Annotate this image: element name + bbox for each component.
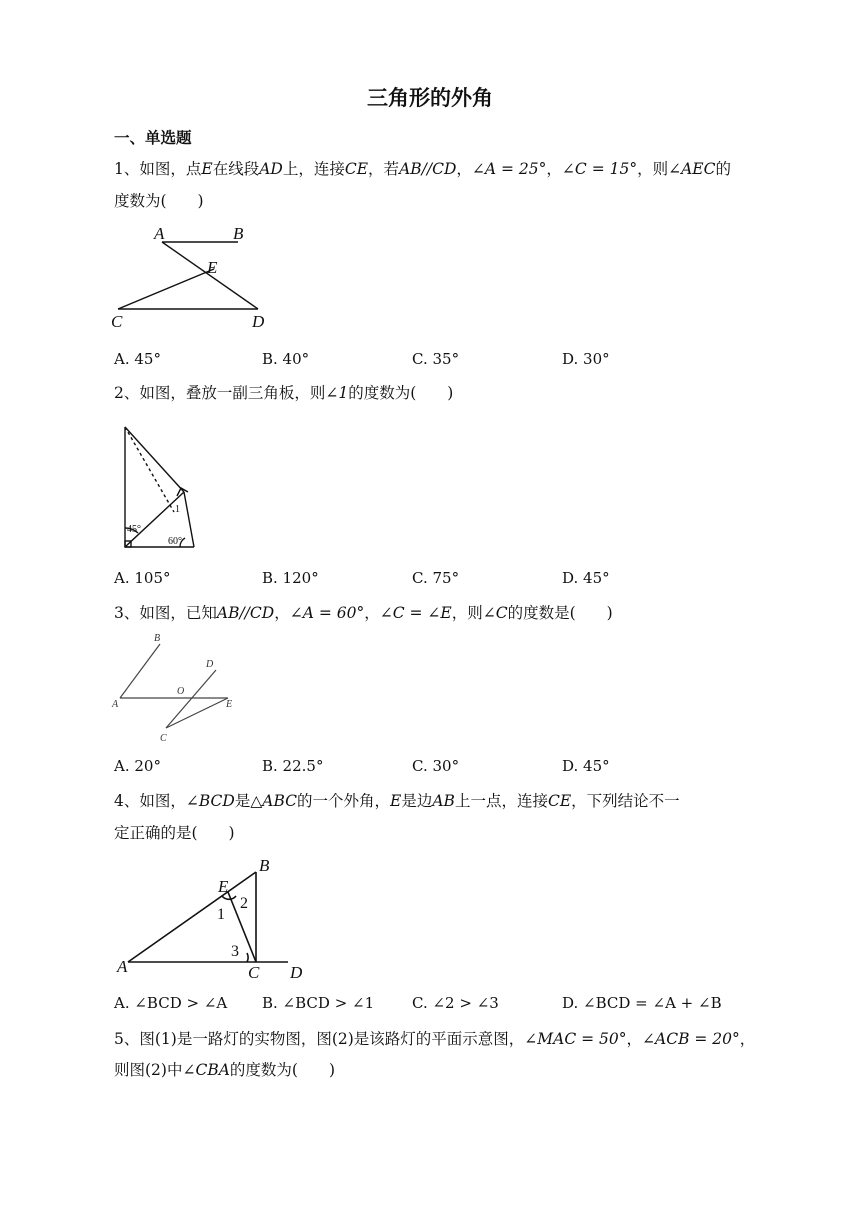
- q4-option-c[interactable]: C. ∠2 > ∠3: [412, 994, 499, 1012]
- q3-label-e: E: [226, 699, 233, 710]
- q2-options: [114, 569, 754, 591]
- q1-math-e: E: [201, 160, 213, 178]
- q2-text: 的度数为( ): [348, 384, 454, 402]
- q1-math-ad: AD: [259, 160, 283, 178]
- q2-label-1: 1: [175, 504, 180, 515]
- q1-text: 上，连接: [282, 160, 345, 178]
- q1-math-parallel: AB//CD: [399, 160, 457, 178]
- question-2-line-1: [114, 378, 453, 408]
- q1-option-c[interactable]: C. 35°: [412, 350, 460, 368]
- q3-option-c[interactable]: C. 30°: [412, 757, 460, 775]
- q4-label-a: A: [117, 957, 128, 976]
- q5-text: 5、图(1)是一路灯的实物图，图(2)是该路灯的平面示意图，: [114, 1030, 525, 1048]
- q3-text: 3、如图，已知: [114, 604, 217, 622]
- question-4-line-2: 定正确的是( ): [114, 824, 235, 842]
- q1-label-b: B: [233, 224, 244, 243]
- q3-label-c: C: [160, 733, 167, 744]
- q3-options: [114, 757, 754, 779]
- q1-options: [114, 350, 754, 372]
- q4-label-b: B: [259, 856, 270, 875]
- q2-option-a[interactable]: A. 105°: [114, 569, 171, 587]
- q5-math-angle-acb: ∠ACB = 20°: [642, 1030, 740, 1048]
- q1-math-angle-c: ∠C = 15°: [561, 160, 638, 178]
- q5-text: ，: [739, 1030, 756, 1048]
- q4-math-ab: AB: [432, 792, 455, 810]
- q2-label-45: 45°: [127, 524, 141, 535]
- q3-math-angle-c: ∠C: [482, 604, 508, 622]
- q1-text: ，若: [368, 160, 400, 178]
- q1-math-angle-a: ∠A = 25°: [471, 160, 547, 178]
- q4-options: [114, 994, 754, 1016]
- q1-text: 的: [715, 160, 731, 178]
- question-1-line-1: [114, 154, 731, 184]
- q3-label-o: O: [177, 686, 185, 697]
- q4-math-triangle-abc: △ABC: [250, 792, 297, 810]
- q4-label-2: 2: [240, 895, 248, 912]
- q4-label-d: D: [290, 963, 303, 982]
- q5-text: ，: [626, 1030, 643, 1048]
- q4-text: ，下列结论不一: [571, 792, 680, 810]
- q4-option-a[interactable]: A. ∠BCD > ∠A: [114, 994, 228, 1012]
- q1-label-d: D: [252, 312, 265, 331]
- q3-math-angle-a: ∠A = 60°: [289, 604, 365, 622]
- q3-label-a: A: [112, 699, 119, 710]
- q2-option-c[interactable]: C. 75°: [412, 569, 460, 587]
- q2-math-angle-1: ∠1: [325, 384, 349, 402]
- q3-option-d[interactable]: D. 45°: [562, 757, 610, 775]
- q4-text: 是: [234, 792, 251, 810]
- section-heading: 一、单选题: [114, 129, 192, 147]
- q2-option-b[interactable]: B. 120°: [262, 569, 319, 587]
- q4-option-b[interactable]: B. ∠BCD > ∠1: [262, 994, 375, 1012]
- q1-text: ，: [456, 160, 472, 178]
- q3-option-b[interactable]: B. 22.5°: [262, 757, 324, 775]
- q4-text: 上一点，连接: [454, 792, 548, 810]
- q4-label-e: E: [218, 877, 229, 896]
- q3-label-b: B: [154, 633, 161, 644]
- question-5-line-1: [114, 1024, 755, 1054]
- q3-figure: [110, 630, 245, 745]
- q2-label-60: 60°: [168, 536, 182, 547]
- q1-label-e: E: [207, 258, 218, 277]
- q1-label-a: A: [154, 224, 165, 243]
- q1-option-d[interactable]: D. 30°: [562, 350, 610, 368]
- question-1-line-2: 度数为( ): [114, 192, 204, 210]
- q5-math-angle-cba: ∠CBA: [182, 1061, 230, 1079]
- q5-text: 则图(2)中: [114, 1061, 183, 1079]
- q3-label-d: D: [206, 659, 214, 670]
- q2-option-d[interactable]: D. 45°: [562, 569, 610, 587]
- q4-option-d[interactable]: D. ∠BCD = ∠A + ∠B: [562, 994, 722, 1012]
- q1-option-a[interactable]: A. 45°: [114, 350, 161, 368]
- q4-figure: [110, 852, 315, 982]
- q3-text: 的度数是( ): [507, 604, 613, 622]
- q2-figure: [118, 422, 203, 552]
- question-3-line-1: [114, 598, 613, 628]
- q1-math-angle-aec: ∠AEC: [668, 160, 716, 178]
- q1-text: ，: [546, 160, 562, 178]
- q3-text: ，: [364, 604, 380, 622]
- q3-text: ，: [274, 604, 290, 622]
- q4-label-c: C: [248, 963, 260, 982]
- q1-math-ce: CE: [344, 160, 369, 178]
- q3-math-parallel: AB//CD: [216, 604, 275, 622]
- q1-figure: [110, 222, 280, 332]
- q4-label-3: 3: [231, 943, 239, 960]
- q4-math-e: E: [390, 792, 402, 810]
- q4-math-ce: CE: [547, 792, 572, 810]
- q4-text: 4、如图，: [114, 792, 186, 810]
- q1-option-b[interactable]: B. 40°: [262, 350, 310, 368]
- q5-text: 的度数为( ): [229, 1061, 336, 1079]
- q3-math-angle-ce: ∠C = ∠E: [379, 604, 452, 622]
- q3-option-a[interactable]: A. 20°: [114, 757, 161, 775]
- q2-text: 2、如图，叠放一副三角板，则: [114, 384, 326, 402]
- q4-text: 是边: [401, 792, 433, 810]
- question-5-line-2: [114, 1055, 335, 1085]
- q1-text: 1、如图，点: [114, 160, 202, 178]
- q1-label-c: C: [111, 312, 123, 331]
- question-4-line-1: [114, 786, 680, 816]
- q3-text: ，则: [451, 604, 483, 622]
- q4-math-angle-bcd: ∠BCD: [185, 792, 235, 810]
- page-title: 三角形的外角: [367, 86, 493, 110]
- q5-math-angle-mac: ∠MAC = 50°: [524, 1030, 627, 1048]
- q1-text: 在线段: [212, 160, 260, 178]
- q4-text: 的一个外角，: [297, 792, 391, 810]
- q4-label-1: 1: [217, 906, 225, 923]
- q1-text: ，则: [637, 160, 669, 178]
